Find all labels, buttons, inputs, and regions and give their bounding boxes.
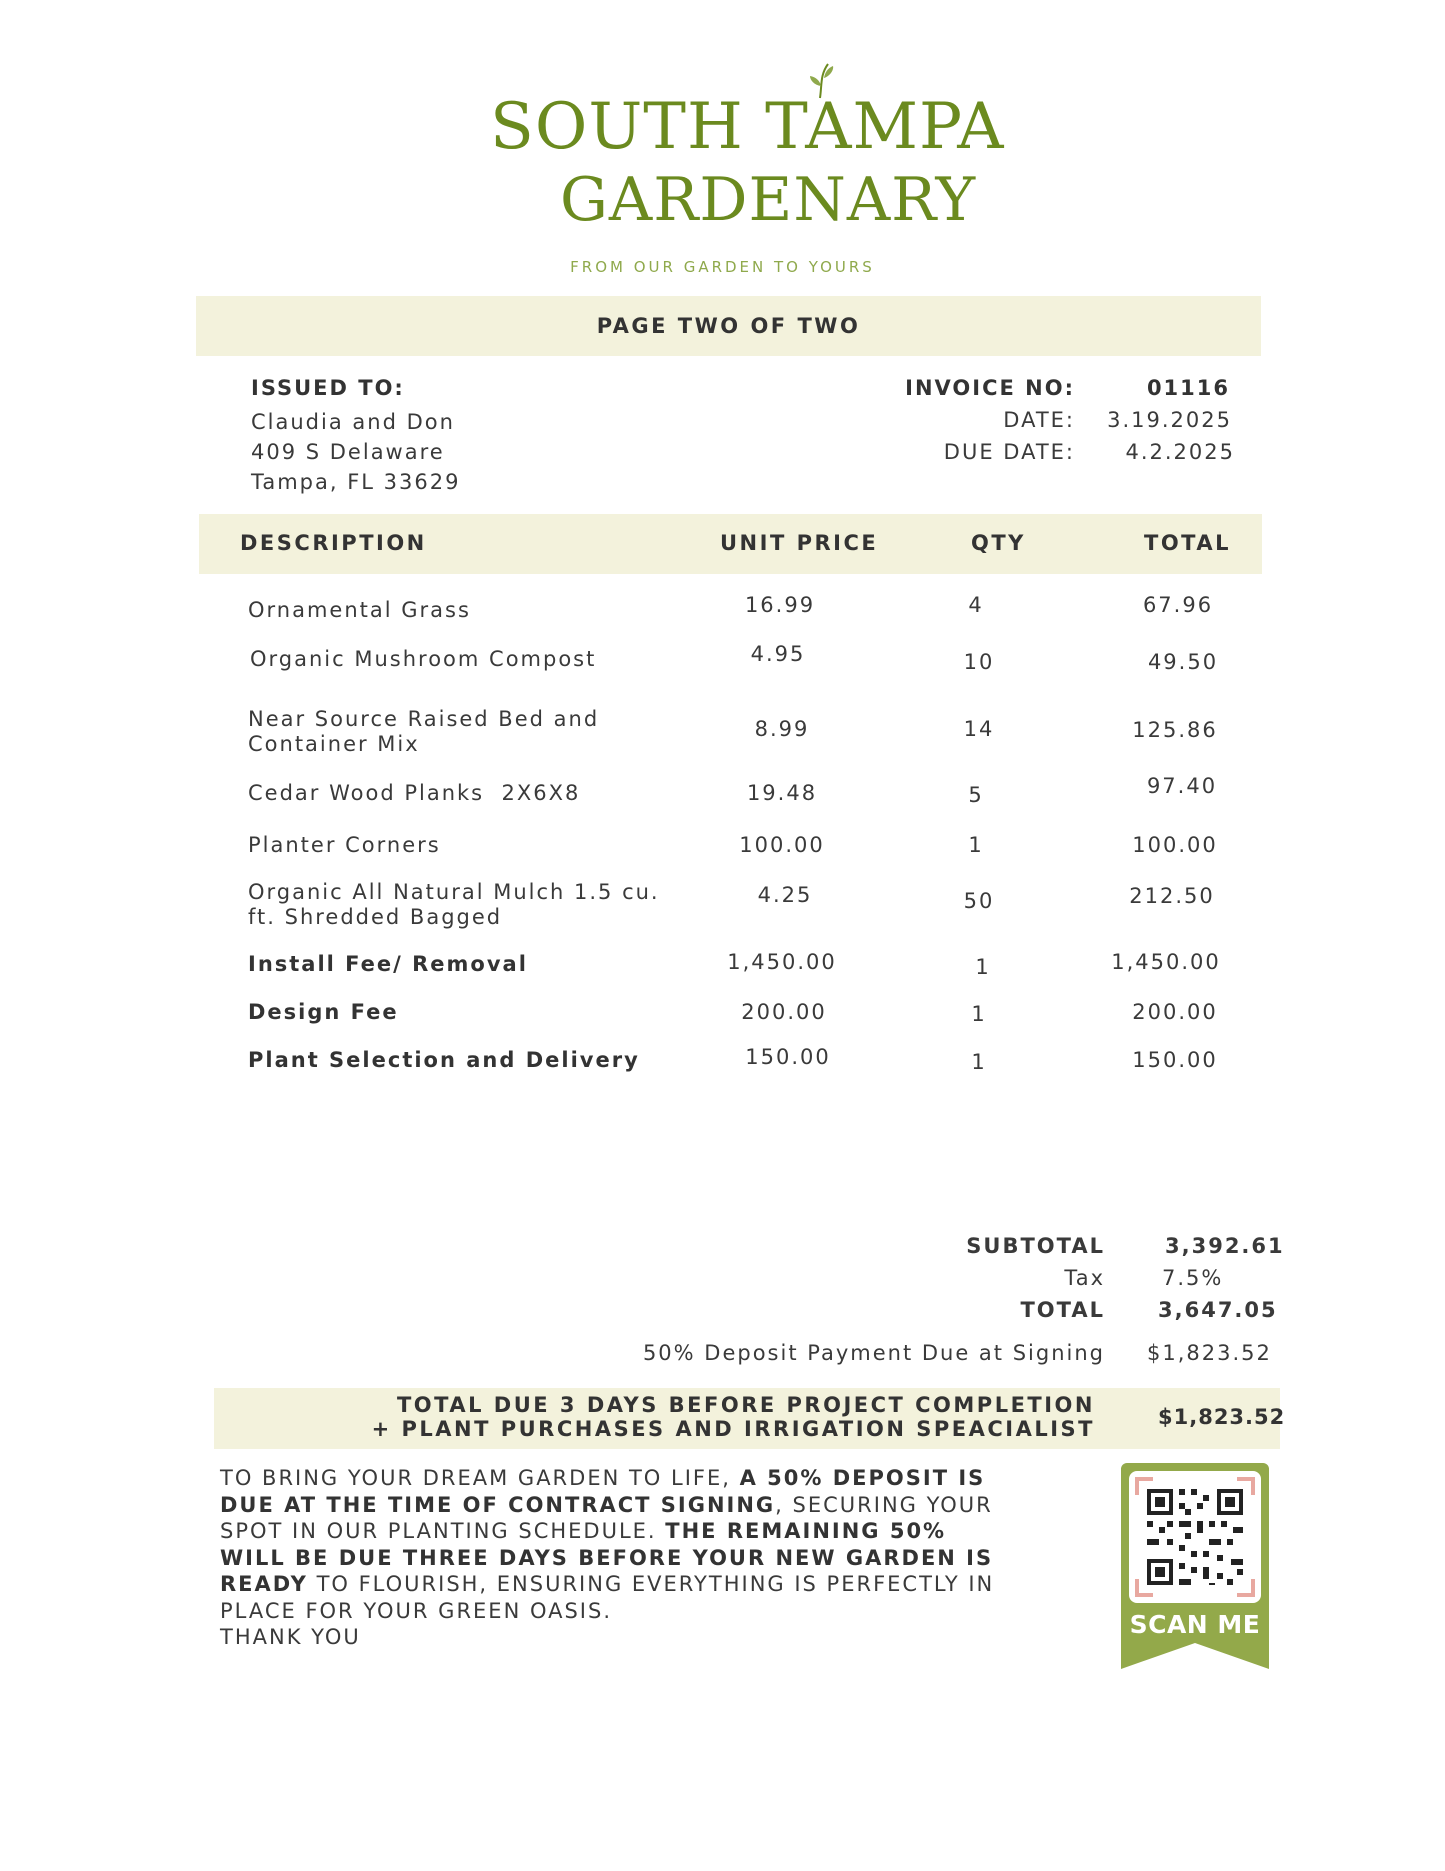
total-label: TOTAL — [1020, 1298, 1105, 1322]
invoice-due-date: 4.2.2025 — [1125, 440, 1235, 464]
total-due-line1: TOTAL DUE 3 DAYS BEFORE PROJECT COMPLETION — [396, 1393, 1095, 1417]
brand-logo — [0, 60, 1445, 276]
row-unit-price: 16.99 — [744, 593, 816, 617]
header-unit-price: UNIT PRICE — [720, 531, 879, 555]
header-qty: QTY — [971, 531, 1026, 555]
total-due-amount: $1,823.52 — [1158, 1405, 1286, 1429]
issued-to-label: ISSUED TO: — [251, 376, 405, 400]
row-total: 49.50 — [1147, 650, 1219, 674]
header-total: TOTAL — [1144, 531, 1232, 555]
row-unit-price: 4.25 — [757, 883, 813, 907]
row-description: Install Fee/ Removal — [248, 952, 528, 976]
row-description: Planter Corners — [248, 833, 441, 857]
row-total: 212.50 — [1129, 884, 1215, 908]
row-total: 200.00 — [1132, 1000, 1218, 1024]
row-total: 150.00 — [1132, 1048, 1218, 1072]
row-qty: 5 — [968, 783, 984, 807]
row-qty: 1 — [968, 833, 984, 857]
row-total: 97.40 — [1146, 774, 1218, 798]
row-qty: 14 — [963, 717, 995, 741]
note-bold: THE REMAINING 50% WILL BE DUE THREE DAYS BEFORE YOUR NEW GARDEN IS READY — [220, 1519, 994, 1596]
deposit-label: 50% Deposit Payment Due at Signing — [642, 1341, 1105, 1365]
row-description: Plant Selection and Delivery — [248, 1048, 640, 1072]
scan-me-label: SCAN ME — [1129, 1610, 1261, 1639]
invoice-number: 01116 — [1146, 376, 1230, 400]
tax-value: 7.5% — [1162, 1266, 1224, 1290]
row-unit-price: 100.00 — [739, 833, 825, 857]
page-label-band — [196, 296, 1261, 356]
invoice-number-label: INVOICE NO: — [905, 376, 1075, 400]
row-qty: 1 — [971, 1002, 987, 1026]
thank-you: THANK YOU — [220, 1625, 361, 1649]
row-total: 67.96 — [1142, 593, 1214, 617]
row-description: Design Fee — [248, 1000, 399, 1024]
issued-to-city: Tampa, FL 33629 — [251, 470, 461, 494]
issued-to-street: 409 S Delaware — [251, 440, 445, 464]
payment-terms-note — [220, 1465, 1010, 1651]
row-description: Organic Mushroom Compost — [250, 647, 597, 671]
brand-name-line1: SOUTH TAMPA — [490, 90, 1005, 164]
note-text: TO FLOURISH, ENSURING EVERYTHING IS PERFECTLY IN PLACE FOR YOUR GREEN OASIS. — [220, 1572, 995, 1623]
subtotal-label: SUBTOTAL — [966, 1234, 1105, 1258]
note-text: , SECURING YOUR SPOT IN OUR PLANTING SCHEDULE. — [220, 1492, 993, 1543]
row-description: Ornamental Grass — [248, 598, 471, 622]
row-description: Near Source Raised Bed and Container Mix — [248, 707, 600, 756]
row-unit-price: 19.48 — [746, 781, 818, 805]
subtotal-value: 3,392.61 — [1165, 1234, 1285, 1258]
row-qty: 4 — [968, 593, 984, 617]
issued-to-name: Claudia and Don — [251, 410, 455, 434]
row-unit-price: 8.99 — [754, 717, 810, 741]
row-qty: 1 — [971, 1050, 987, 1074]
header-description: DESCRIPTION — [240, 531, 427, 555]
invoice-date: 3.19.2025 — [1107, 408, 1232, 432]
tax-label: Tax — [1064, 1266, 1105, 1290]
row-total: 100.00 — [1132, 833, 1218, 857]
row-description: Cedar Wood Planks 2X6X8 — [248, 781, 581, 805]
invoice-date-label: DATE: — [1003, 408, 1075, 432]
total-due-line2: + PLANT PURCHASES AND IRRIGATION SPEACIALIST — [371, 1417, 1095, 1441]
row-qty: 10 — [963, 650, 995, 674]
row-unit-price: 1,450.00 — [727, 950, 837, 974]
qr-code-badge[interactable] — [1121, 1463, 1269, 1669]
row-total: 125.86 — [1132, 718, 1218, 742]
row-total: 1,450.00 — [1111, 950, 1221, 974]
note-text: TO BRING YOUR DREAM GARDEN TO LIFE, — [220, 1466, 740, 1490]
row-description: Organic All Natural Mulch 1.5 cu. ft. Shredded Bagged — [248, 880, 660, 929]
row-unit-price: 4.95 — [750, 642, 806, 666]
row-unit-price: 200.00 — [741, 1000, 827, 1024]
deposit-value: $1,823.52 — [1147, 1341, 1272, 1365]
brand-name-line2: GARDENARY — [560, 165, 977, 235]
page-label: PAGE TWO OF TWO — [596, 314, 861, 338]
invoice-due-label: DUE DATE: — [943, 440, 1075, 464]
row-qty: 50 — [963, 889, 995, 913]
brand-tagline: FROM OUR GARDEN TO YOURS — [570, 258, 875, 276]
total-value: 3,647.05 — [1158, 1298, 1278, 1322]
row-unit-price: 150.00 — [745, 1045, 831, 1069]
row-qty: 1 — [975, 955, 991, 979]
note-bold: A 50% DEPOSIT IS DUE AT THE TIME OF CONTRACT SIGNING — [220, 1466, 986, 1517]
